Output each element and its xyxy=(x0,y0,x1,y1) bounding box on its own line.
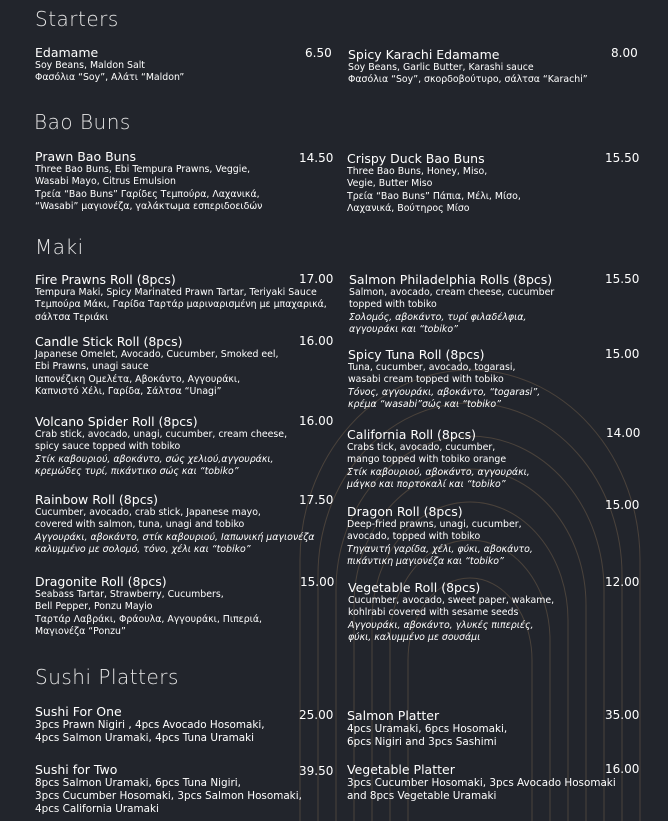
item-greek-description: Αγγουράκι, αβοκάντο, στίκ καβουριού, Ιαπωνική μαγιονέζα καλυμμένο με σολομό, τόνο, χέλι και “tobiko” xyxy=(35,531,315,555)
item-price-candle-stick-roll: 16.00 xyxy=(299,334,334,348)
item-description: 3pcs Cucumber Hosomaki, 3pcs Avocado Hosomaki and 8pcs Vegetable Uramaki xyxy=(347,777,616,802)
menu-item-vegetable-platter xyxy=(347,762,616,803)
item-price-dragonite-roll: 15.00 xyxy=(300,575,335,589)
menu-item-salmon-platter xyxy=(347,708,507,749)
item-name: Candle Stick Roll (8pcs) xyxy=(35,334,183,349)
item-name: Salmon Platter xyxy=(347,708,440,723)
item-description: Tuna, cucumber, avocado, togarasi, wasabi cream topped with tobiko xyxy=(348,362,516,386)
item-description: Deep-fried prawns, unagi, cucumber, avocado, topped with tobiko xyxy=(347,519,522,543)
item-price-rainbow-roll: 17.50 xyxy=(299,493,334,507)
item-price-sushi-for-one: 25.00 xyxy=(299,708,334,722)
item-price-california-roll: 14.00 xyxy=(606,426,641,440)
menu-item-prawn-bao-buns xyxy=(35,149,262,213)
item-name: Sushi for Two xyxy=(35,762,118,777)
item-description: Soy Beans, Maldon Salt xyxy=(35,60,145,71)
menu-item-rainbow-roll xyxy=(35,492,314,556)
item-greek-description: Αγγουράκι, αβοκάντο, γλυκές πιπεριές, φύκι, καλυμμένο με σουσάμι xyxy=(348,619,534,643)
menu-item-candle-stick-roll xyxy=(35,334,279,398)
item-description: 8pcs Salmon Uramaki, 6pcs Tuna Nigiri, 3pcs Cucumber Hosomaki, 3pcs Salmon Hosomaki, 4pcs California Uramaki xyxy=(35,777,302,815)
item-name: Spicy Tuna Roll (8pcs) xyxy=(348,347,485,362)
item-name: Edamame xyxy=(35,45,99,60)
section-title-bao-buns: Bao Buns xyxy=(34,110,131,134)
item-greek-description: Φασόλια “Soy”, Αλάτι “Maldon” xyxy=(35,72,185,84)
item-name: Volcano Spider Roll (8pcs) xyxy=(35,414,198,429)
item-price-edamame: 6.50 xyxy=(305,46,332,60)
item-greek-description: Στίκ καβουριού, αβοκάντο, αγγουράκι, μάγκο και πορτοκαλί και “tobiko” xyxy=(347,466,530,490)
menu-item-spicy-karachi-edamame xyxy=(348,47,588,87)
menu-item-spicy-tuna-roll xyxy=(348,347,540,411)
item-greek-description: Ιαπονέζικη Ομελέτα, Αβοκάντο, Αγγουράκι, Καπνιστό Χέλι, Γαρίδα, Σάλτσα “Unagi” xyxy=(35,373,241,397)
section-title-maki: Maki xyxy=(35,235,84,259)
item-description: Seabass Tartar, Strawberry, Cucumbers, Bell Pepper, Ponzu Mayio xyxy=(35,589,224,613)
menu-item-edamame xyxy=(35,45,184,85)
item-price-sushi-for-two: 39.50 xyxy=(299,764,334,778)
item-description: Japanese Omelet, Avocado, Cucumber, Smoked eel, Ebi Prawns, unagi sauce xyxy=(35,349,279,373)
item-description: Three Bao Buns, Ebi Tempura Prawns, Veggie, Wasabi Mayo, Citrus Emulsion xyxy=(35,164,251,188)
item-greek-description: Φασόλια “Soy”, σκορδοβούτυρο, σάλτσα “Karachi” xyxy=(348,74,588,86)
section-title-sushi-platters: Sushi Platters xyxy=(35,665,179,689)
menu-item-dragon-roll xyxy=(347,504,533,568)
menu-item-volcano-spider-roll xyxy=(35,414,287,478)
item-name: California Roll (8pcs) xyxy=(347,427,477,442)
item-name: Crispy Duck Bao Buns xyxy=(347,151,485,166)
item-price-dragon-roll: 15.00 xyxy=(605,498,640,512)
menu-item-sushi-for-two xyxy=(35,762,302,816)
item-name: Salmon Philadelphia Rolls (8pcs) xyxy=(349,272,553,287)
item-price-fire-prawns-roll: 17.00 xyxy=(299,272,334,286)
item-price-salmon-philadelphia-rolls: 15.50 xyxy=(605,272,640,286)
item-price-salmon-platter: 35.00 xyxy=(605,708,640,722)
item-name: Dragon Roll (8pcs) xyxy=(347,504,463,519)
menu-item-crispy-duck-bao-buns xyxy=(347,151,521,215)
item-name: Vegetable Roll (8pcs) xyxy=(348,580,481,595)
item-greek-description: Τρεία “Bao Buns” Πάπια, Μέλι, Μίσο, Λαχανικά, Βούτηρος Μίσο xyxy=(347,190,521,214)
item-greek-description: Στίκ καβουριού, αβοκάντο, σώς χελιού,αγγουράκι, κρεμώδες τυρί, πικάντικο σώς και “tobiko” xyxy=(35,453,274,477)
item-description: Crabs tick, avocado, cucumber, mango topped with tobiko orange xyxy=(347,442,507,466)
menu-item-sushi-for-one xyxy=(35,704,265,745)
item-description: 3pcs Prawn Nigiri , 4pcs Avocado Hosomaki, 4pcs Salmon Uramaki, 4pcs Tuna Uramaki xyxy=(35,719,265,744)
item-price-spicy-karachi-edamame: 8.00 xyxy=(611,46,638,60)
item-price-prawn-bao-buns: 14.50 xyxy=(299,151,334,165)
menu-item-fire-prawns-roll xyxy=(35,272,327,324)
item-price-crispy-duck-bao-buns: 15.50 xyxy=(605,151,640,165)
item-description: Tempura Maki, Spicy Marinated Prawn Tartar, Teriyaki Sauce xyxy=(35,287,317,298)
menu-item-vegetable-roll xyxy=(348,580,554,644)
menu-item-dragonite-roll xyxy=(35,574,262,638)
item-description: 4pcs Uramaki, 6pcs Hosomaki, 6pcs Nigiri and 3pcs Sashimi xyxy=(347,723,508,748)
item-price-volcano-spider-roll: 16.00 xyxy=(299,414,334,428)
item-name: Vegetable Platter xyxy=(347,762,455,777)
item-greek-description: Τρεία “Bao Buns” Γαρίδες Τεμπούρα, Λαχανικά, “Wasabi” μαγιονέζα, γαλάκτωμα εσπεριδοειδών xyxy=(35,188,263,212)
item-greek-description: Τόνος, αγγουράκι, αβοκάντο, “togarasi”, κρέμα “wasabi”σώς και “tobiko” xyxy=(348,386,541,410)
item-greek-description: Τηγανιτή γαρίδα, χέλι, φύκι, αβοκάντο, πικάντικη μαγιονέζα και “tobiko” xyxy=(347,543,533,567)
menu-item-california-roll xyxy=(347,427,530,491)
item-price-vegetable-platter: 16.00 xyxy=(605,762,640,776)
item-name: Rainbow Roll (8pcs) xyxy=(35,492,158,507)
item-description: Three Bao Buns, Honey, Miso, Vegie, Butter Miso xyxy=(347,166,488,190)
item-greek-description: Τεμπούρα Μάκι, Γαρίδα Ταρτάρ μαριναρισμένη με μπαχαρικά, σάλτσα Τεριάκι xyxy=(35,299,327,323)
item-name: Fire Prawns Roll (8pcs) xyxy=(35,272,176,287)
item-description: Cucumber, avocado, sweet paper, wakame, kohlrabi covered with sesame seeds xyxy=(348,595,555,619)
item-description: Cucumber, avocado, crab stick, Japanese mayo, covered with salmon, tuna, unagi and tobiko xyxy=(35,507,261,531)
item-name: Dragonite Roll (8pcs) xyxy=(35,574,167,589)
section-title-starters: Starters xyxy=(35,7,119,31)
item-description: Crab stick, avocado, unagi, cucumber, cream cheese, spicy sauce topped with tobiko xyxy=(35,429,288,453)
item-description: Soy Beans, Garlic Butter, Karashi sauce xyxy=(348,62,534,73)
menu-item-salmon-philadelphia-rolls xyxy=(349,272,554,336)
item-greek-description: Ταρτάρ Λαβράκι, Φράουλα, Αγγουράκι, Πιπεριά, Μαγιονέζα “Ponzu” xyxy=(35,613,263,637)
item-name: Spicy Karachi Edamame xyxy=(348,47,500,62)
item-name: Sushi For One xyxy=(35,704,122,719)
item-name: Prawn Bao Buns xyxy=(35,149,137,164)
item-description: Salmon, avocado, cream cheese, cucumber topped with tobiko xyxy=(349,287,555,311)
item-price-vegetable-roll: 12.00 xyxy=(605,575,640,589)
item-greek-description: Σολομός, αβοκάντο, τυρί φιλαδέλφια, αγγουράκι και “tobiko” xyxy=(349,311,527,335)
item-price-spicy-tuna-roll: 15.00 xyxy=(605,347,640,361)
